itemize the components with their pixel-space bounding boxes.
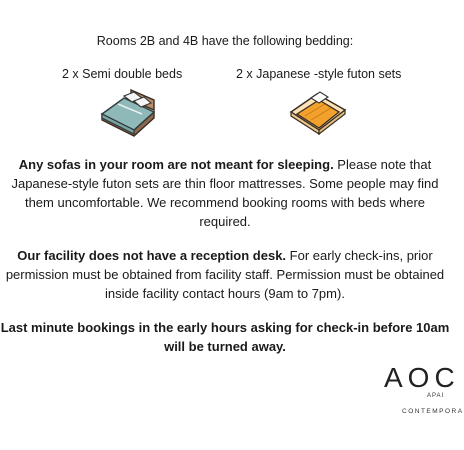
sofa-notice-text: Please note that Japanese-style futon sets are thin floor mattresses. Some people may find them uncomfortable. We recommend booking rooms with beds where required. bbox=[11, 157, 439, 229]
reception-notice-text: For early check-ins, prior permission must be obtained from facility staff. Permission must be obtained inside facility contact hours (9am to 7pm). bbox=[5, 248, 445, 301]
futon-set-icon bbox=[287, 86, 349, 138]
semi-double-label: 2 x Semi double beds bbox=[62, 67, 183, 81]
logo-wordmark: AOC bbox=[384, 362, 460, 393]
reception-notice bbox=[0, 246, 450, 303]
sofa-notice bbox=[0, 155, 450, 231]
logo-subtitle: APAI bbox=[427, 393, 445, 399]
logo-tagline: CONTEMPORA bbox=[402, 408, 464, 415]
semi-double-bed-icon bbox=[98, 86, 160, 136]
intro-text: Rooms 2B and 4B have the following bedding: bbox=[96, 34, 354, 48]
late-booking-notice: Last minute bookings in the early hours asking for check-in before 10am will be turned away. bbox=[0, 320, 450, 354]
futon-label: 2 x Japanese -style futon sets bbox=[236, 67, 402, 81]
sofa-notice-bold: Any sofas in your room are not meant for sleeping. bbox=[18, 157, 334, 172]
reception-notice-bold: Our facility does not have a reception desk. bbox=[17, 248, 287, 263]
